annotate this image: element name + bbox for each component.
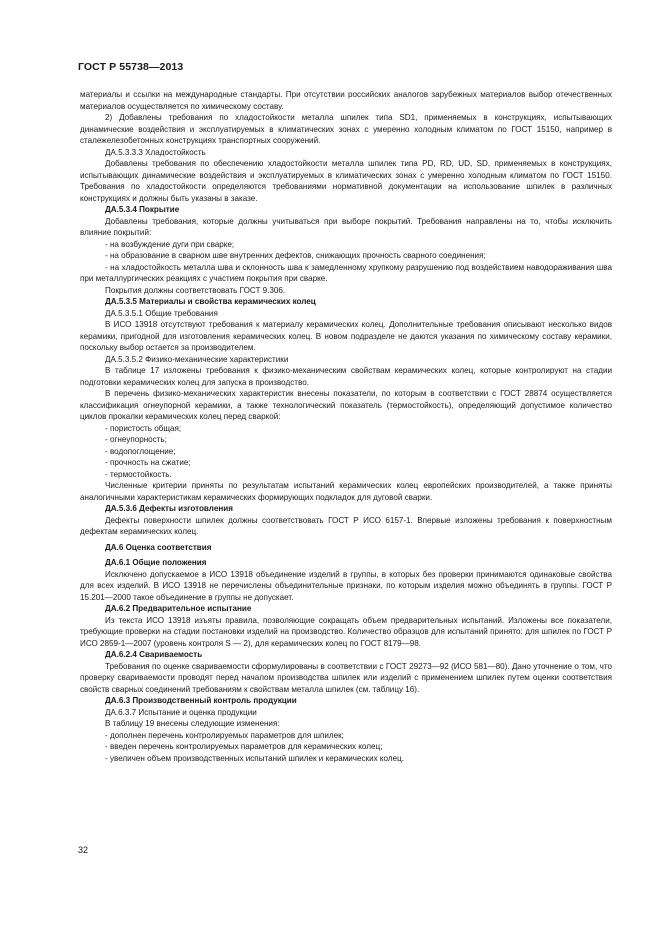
section-heading: ДА.6.3 Производственный контроль продукции [105,696,297,705]
body-paragraph: Добавлены требования, которые должны учитываться при выборе покрытий. Требования направлены на то, чтобы исключить влияние покрытий: [80,216,612,237]
list-item: - прочность на сжатие; [105,458,191,467]
list-item: - термостойкость. [105,469,172,479]
body-paragraph: В перечень физико-механических характеристик внесены показатели, по которым в соответствии с ГОСТ 28874 осуществляется классификация огнеупорной керамики, а также технологический показатель (термостойкость), определяющий допустимое количество циклов прокалки керамических колец перед сваркой: [80,389,612,421]
list-item: - на хладостойкость металла шва и склонность шва к замедленному хрупкому разрушению под воздействием наводораживания шва при металлургических реакциях с участием покрытия при сварке. [80,262,612,283]
body-paragraph: В таблице 17 изложены требования к физико-механическим свойствам керамических колец, которые контролируют на стадии подготовки керамических колец для запуска в производство. [80,366,612,387]
page-number: 32 [78,845,89,855]
body-paragraph: Добавлены требования по обеспечению хладостойкости металла шпилек типа PD, RD, UD, SD, применяемых в конструкциях, испытывающих динамические воздействия и эксплуатируемых в климатических зонах с умеренно холодным климатом по ГОСТ 15150. Требования по хладостойкости определяются требованиями нормативной документации на использование шпилек в различных конструкциях и должны быть указаны в заказе. [80,159,612,203]
section-heading: ДА.6.1 Общие положения [105,558,207,567]
body-paragraph: В ИСО 13918 отсутствуют требования к материалу керамических колец. Дополнительные требования описывают несколько видов керамики, пригодной для изготовления керамических колец. В новом подразделе не даются указания по химическому составу керамики, поскольку выбор остается за производителем. [80,320,612,352]
list-item: - введен перечень контролируемых параметров для керамических колец; [105,742,383,751]
body-paragraph: Покрытия должны соответствовать ГОСТ 9.306. [105,285,286,295]
body-paragraph: 2) Добавлены требования по хладостойкости металла шпилек типа SD1, применяемых в конструкциях, испытывающих динамические воздействия и эксплуатируемых в климатических зонах с умеренно холодным климатом по ГОСТ 15150, например в сталежелезобетонных конструкциях транспортных сооружений. [80,113,612,145]
list-item: - огнеупорность; [105,435,167,444]
body-paragraph: В таблицу 19 внесены следующие изменения: [105,719,280,728]
section-heading: ДА.6.2.4 Свариваемость [105,650,203,659]
list-item: - на образование в сварном шве внутренних дефектов, снижающих прочность сварного соединения; [105,251,486,260]
list-item: - увеличен объем производственных испытаний шпилек и керамических колец. [105,753,404,763]
list-item: - водопоглощение; [105,446,176,456]
section-heading: ДА.5.3.5.2 Физико-механические характеристики [105,354,289,364]
section-heading: ДА.5.3.6 Дефекты изготовления [105,504,233,513]
body-paragraph: Требования по оценке свариваемости сформулированы в соответствии с ГОСТ 29273—92 (ИСО 581—80). Дано уточнение о том, что проверку свариваемости проводят перед началом производства шпилек или изделий с применением шпилек путем оценки соответствия свойств сварных соединений требованиям к свойствам металла шпилек (см. таблицу 16). [80,661,612,694]
body-paragraph: материалы и ссылки на международные стандарты. При отсутствии российских аналогов зарубежных материалов выбор отечественных материалов осуществляется по химическому составу. [80,90,612,111]
list-item: - на возбуждение дуги при сварке; [105,239,235,249]
body-paragraph: Из текста ИСО 13918 изъяты правила, позволяющие сокращать объем предварительных испытаний. Изложены все показатели, требующие проверки на стадии постановки изделий на производство. Количество образцов для испытаний принято: для шпилек по ГОСТ Р ИСО 2859-1—2007 (уровень контроля S — 2), для керамических колец по ГОСТ 8179—98. [80,615,612,648]
list-item: - дополнен перечень контролируемых параметров для шпилек; [105,730,344,740]
section-heading: ДА.6.2 Предварительное испытание [105,604,252,613]
section-heading: ДА.6.3.7 Испытание и оценка продукции [105,707,257,717]
section-heading: ДА.5.3.3.3 Хладостойкость [105,147,206,157]
body-paragraph: Исключено допускаемое в ИСО 13918 объединение изделий в группы, в которых без проверки принимаются одинаковые свойства для всех изделий. В ИСО 13918 не перечислены объединительные признаки, по которым изделия можно объединять в группы. ГОСТ Р 15.201—2000 такое объединение в группы не допускает. [80,569,612,602]
body-paragraph: Дефекты поверхности шпилек должны соответствовать ГОСТ Р ИСО 6157-1. Впервые изложены требования к поверхностным дефектам керамических колец. [80,515,612,536]
document-header-title: ГОСТ Р 55738—2013 [78,61,184,73]
section-heading: ДА.5.3.5 Материалы и свойства керамических колец [105,297,316,306]
section-heading: ДА.6 Оценка соответствия [105,542,212,552]
body-paragraph: Численные критерии приняты по результатам испытаний керамических колец европейских производителей, а также приняты аналогичными характеристикам керамических формирующих подкладок для дуговой сварки. [80,481,612,502]
document-body [80,89,612,764]
list-item: - пористость общая; [105,423,182,433]
section-heading: ДА.5.3.5.1 Общие требования [105,308,218,318]
section-heading: ДА.5.3.4 Покрытие [105,205,180,214]
